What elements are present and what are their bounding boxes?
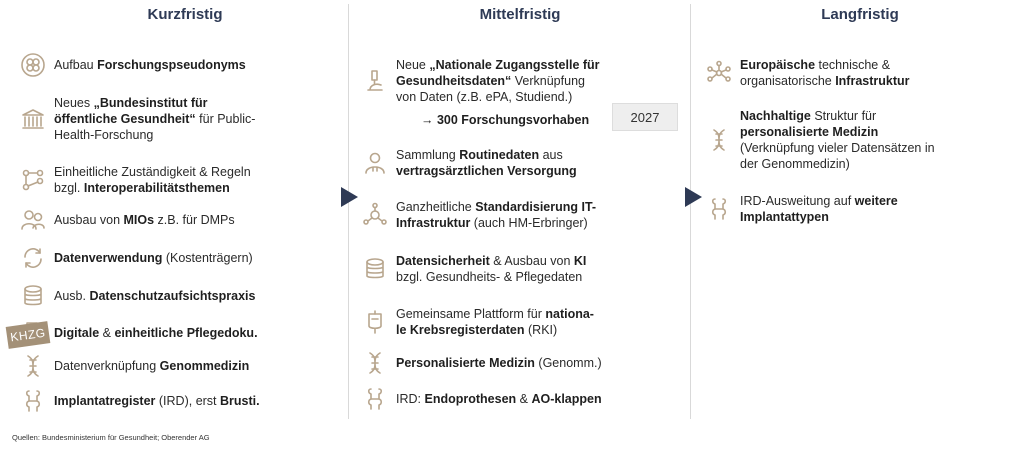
mid-term-item bbox=[362, 147, 652, 179]
short-term-item bbox=[20, 164, 320, 196]
short-term-item bbox=[20, 95, 320, 143]
short-term-item bbox=[20, 320, 320, 346]
hub-icon bbox=[362, 202, 388, 228]
people-icon bbox=[20, 207, 46, 233]
mid-term-item-text: Sammlung Routinedaten aus vertragsärztlichen Versorgung bbox=[396, 148, 577, 178]
short-term-item-text: Datenverwendung (Kostenträgern) bbox=[54, 251, 253, 265]
dna-icon bbox=[20, 353, 46, 379]
short-term-item-text: Datenverknüpfung Genommedizin bbox=[54, 359, 250, 373]
network-nodes-icon bbox=[20, 167, 46, 193]
implant-joint-icon bbox=[706, 196, 732, 222]
mid-term-item bbox=[362, 199, 652, 231]
database-icon bbox=[20, 283, 46, 309]
database-icon bbox=[362, 256, 388, 282]
iv-bag-icon bbox=[362, 309, 388, 335]
mid-term-item bbox=[362, 386, 652, 412]
short-term-item-text: Digitale & einheitliche Pflegedoku. bbox=[54, 326, 258, 340]
dna-icon bbox=[706, 127, 732, 153]
short-term-item-text: Aufbau Forschungspseudonyms bbox=[54, 58, 246, 72]
mid-term-item-text: Datensicherheit & Ausbau von KI bzgl. Gesundheits- & Pflegedaten bbox=[396, 254, 587, 284]
long-term-item-text: Europäische technische & organisatorische Infrastruktur bbox=[740, 58, 910, 88]
long-term-item-text: Nachhaltige Struktur für personalisierte Medizin (Verknüpfung vieler Datensätzen in der Genommedizin) bbox=[740, 109, 935, 171]
long-term-item-text: IRD-Ausweitung auf weitere Implantattypen bbox=[740, 194, 898, 224]
short-term-item bbox=[20, 52, 320, 78]
mid-term-item-text: Ganzheitliche Standardisierung IT- Infrastruktur (auch HM-Erbringer) bbox=[396, 200, 597, 230]
dna-icon bbox=[362, 350, 388, 376]
khzg-badge: KHZG bbox=[6, 321, 51, 349]
source-note: Quellen: Bundesministerium für Gesundheit; Oberender AG bbox=[12, 433, 210, 442]
mid-term-item bbox=[362, 306, 652, 338]
mid-term-item bbox=[362, 57, 652, 105]
column-divider-2 bbox=[690, 4, 691, 419]
arrow-right-icon bbox=[685, 187, 702, 207]
mid-term-item bbox=[362, 253, 652, 285]
mid-term-item-text: Neue „Nationale Zugangsstelle für Gesundheitsdaten“ Verknüpfung von Daten (z.B. ePA, Studiend.) bbox=[396, 58, 600, 104]
mid-term-item-text: IRD: Endoprothesen & AO-klappen bbox=[396, 392, 602, 406]
long-term-item bbox=[706, 57, 966, 89]
year-box: 2027 bbox=[612, 103, 678, 131]
mid-term-item bbox=[362, 350, 652, 376]
short-term-item-text: Neues „Bundesinstitut für öffentliche Gesundheit“ für Public- Health-Forschung bbox=[54, 96, 256, 142]
arrow-right-icon bbox=[341, 187, 358, 207]
mid-term-item-text: Personalisierte Medizin (Genomm.) bbox=[396, 356, 602, 370]
short-term-item-text: Ausb. Datenschutzaufsichtspraxis bbox=[54, 289, 256, 303]
implant-joint-icon bbox=[362, 386, 388, 412]
institute-building-icon bbox=[20, 106, 46, 132]
short-term-item bbox=[20, 283, 320, 309]
column-title-mid: Mittelfristig bbox=[479, 6, 561, 23]
doctor-icon bbox=[362, 150, 388, 176]
column-divider-1 bbox=[348, 4, 349, 419]
short-term-item bbox=[20, 353, 320, 379]
column-title-long: Langfristig bbox=[821, 6, 899, 23]
short-term-item bbox=[20, 388, 320, 414]
mid-term-item-text: Gemeinsame Plattform für nationa- le Krebsregisterdaten (RKI) bbox=[396, 307, 594, 337]
column-title-short: Kurzfristig bbox=[147, 6, 223, 23]
short-term-item-text: Ausbau von MIOs z.B. für DMPs bbox=[54, 213, 235, 227]
long-term-item bbox=[706, 108, 966, 172]
short-term-item-text: Implantatregister (IRD), erst Brusti. bbox=[54, 394, 260, 408]
long-term-item bbox=[706, 193, 966, 225]
implant-joint-icon bbox=[20, 388, 46, 414]
pseudonym-icon bbox=[20, 52, 46, 78]
short-term-item bbox=[20, 207, 320, 233]
microscope-icon bbox=[362, 68, 388, 94]
molecule-network-icon bbox=[706, 60, 732, 86]
mid-subline: → 300 Forschungsvorhaben bbox=[421, 113, 590, 127]
recycle-icon bbox=[20, 245, 46, 271]
short-term-item-text: Einheitliche Zuständigkeit & Regeln bzgl. Interoperabilitätsthemen bbox=[54, 165, 251, 195]
short-term-item bbox=[20, 245, 320, 271]
